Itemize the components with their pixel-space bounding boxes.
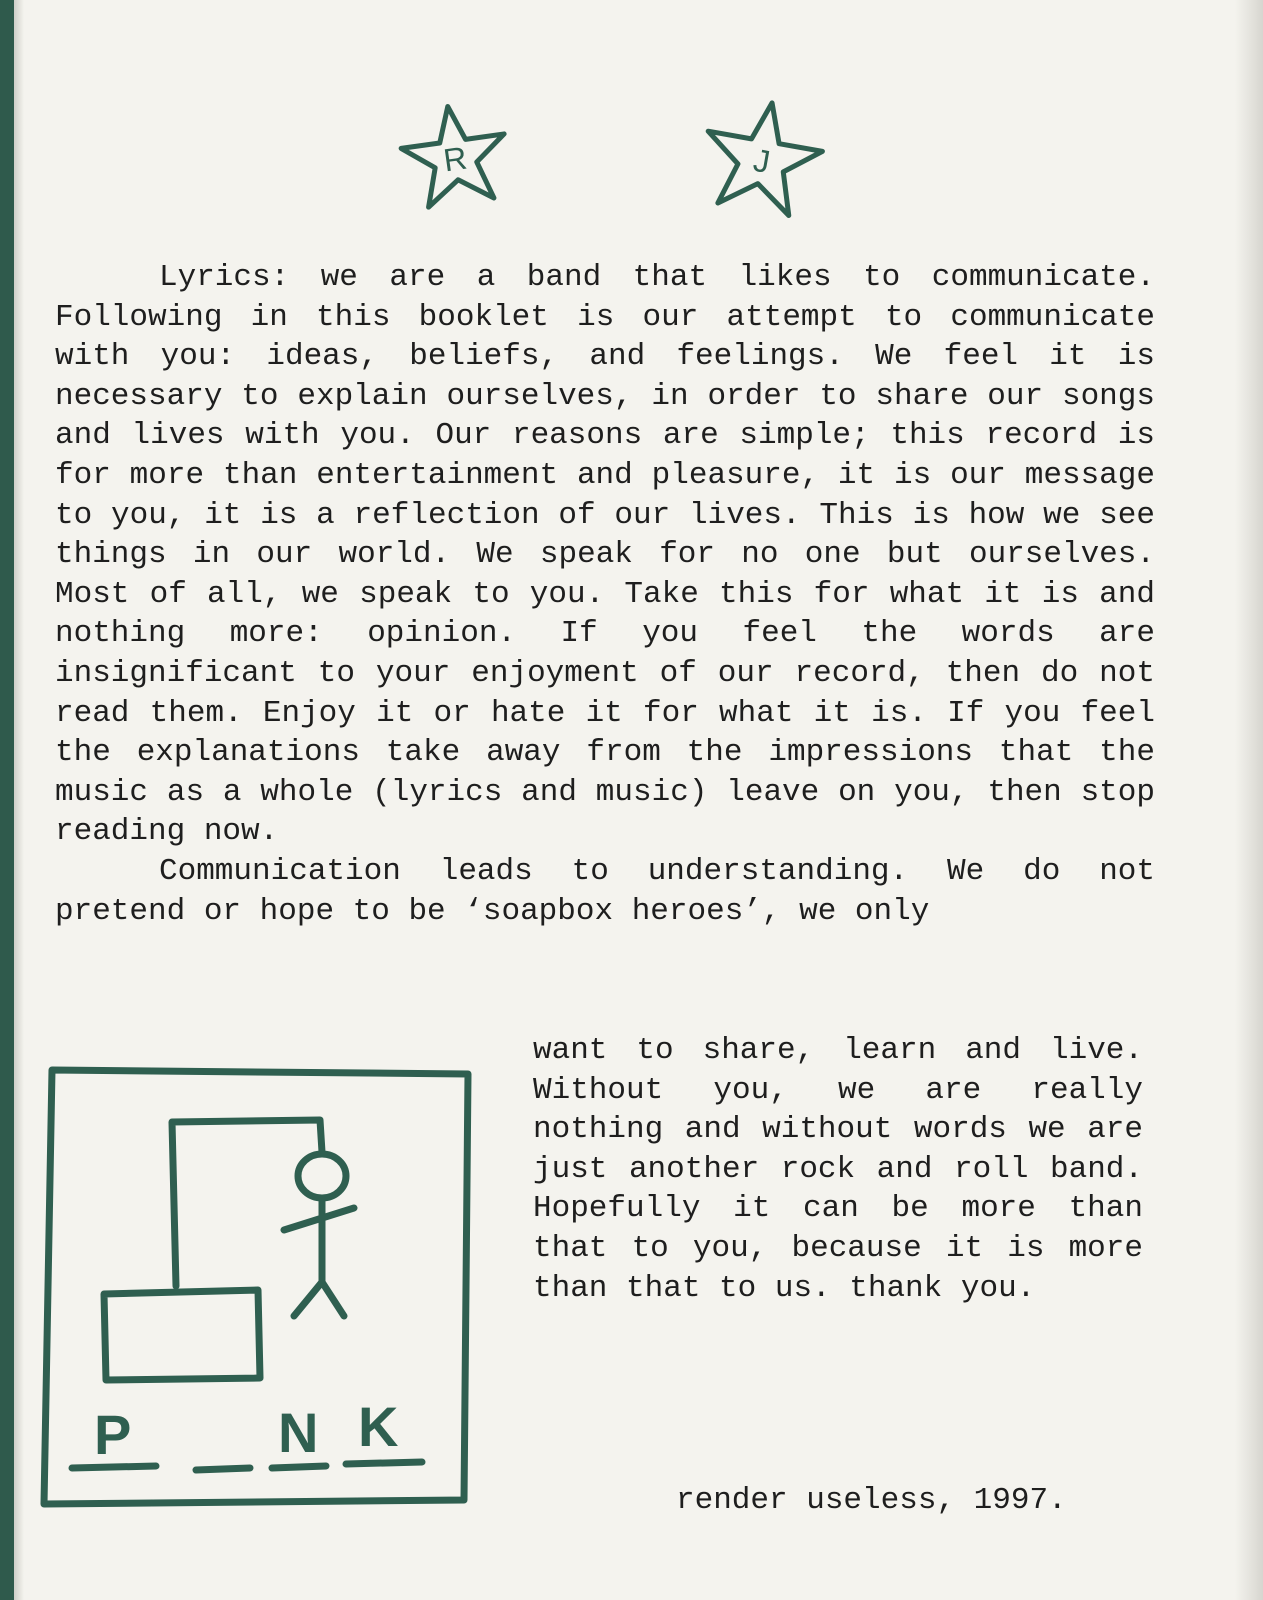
- hangman-drawing: [36, 1060, 486, 1520]
- blank-line-3: [272, 1466, 326, 1468]
- letter-n: N: [278, 1401, 319, 1464]
- star-j-icon: [696, 93, 829, 220]
- star-r-icon: [396, 99, 512, 210]
- letter-k: K: [358, 1395, 399, 1458]
- letter-p: P: [94, 1403, 132, 1466]
- intro-paragraph: Lyrics: we are a band that likes to communicate. Following in this booklet is our attempt to communicate with you: ideas, beliefs, and feelings. We feel it is necessary to explain ourselves, in order to share our songs and lives with you. Our reasons are simple; this record is for more than entertainment and pleasure, it is our message to you, it is a reflection of our lives. This is how we see things in our world. We speak for no one but ourselves. Most of all, we speak to you. Take this for what it is and nothing more: opinion. If you feel the words are insignificant to your enjoyment of our record, then do not read them. Enjoy it or hate it for what it is. If you feel the explanations take away from the impressions that the music as a whole (lyrics and music) leave on you, then stop reading now.: [55, 260, 1155, 850]
- communication-paragraph: Communication leads to understanding. We do not pretend or hope to be ‘soapbox heroes’, we only: [55, 853, 1155, 929]
- booklet-text: [55, 258, 1155, 931]
- blank-line-4: [346, 1462, 422, 1464]
- box-icon: [104, 1290, 260, 1380]
- star-r-letter: R: [441, 139, 470, 179]
- communication-paragraph-continued: want to share, learn and live. Without you, we are really nothing and without words we are just another rock and roll band. Hopefully it can be more than that to you, because it is more than that to us. thank you.: [533, 1033, 1143, 1306]
- star-logos: [0, 0, 1263, 240]
- head-icon: [298, 1154, 346, 1198]
- star-j-letter: J: [750, 141, 773, 181]
- blank-line-2: [196, 1468, 250, 1470]
- page-edge: [1235, 0, 1263, 1600]
- booklet-spine: [0, 0, 14, 1600]
- signature: render useless, 1997.: [676, 1483, 1067, 1518]
- stick-figure-icon: [284, 1198, 354, 1316]
- spine-shadow: [14, 0, 24, 1600]
- blank-line-1: [72, 1466, 156, 1468]
- gallows-icon: [172, 1120, 322, 1286]
